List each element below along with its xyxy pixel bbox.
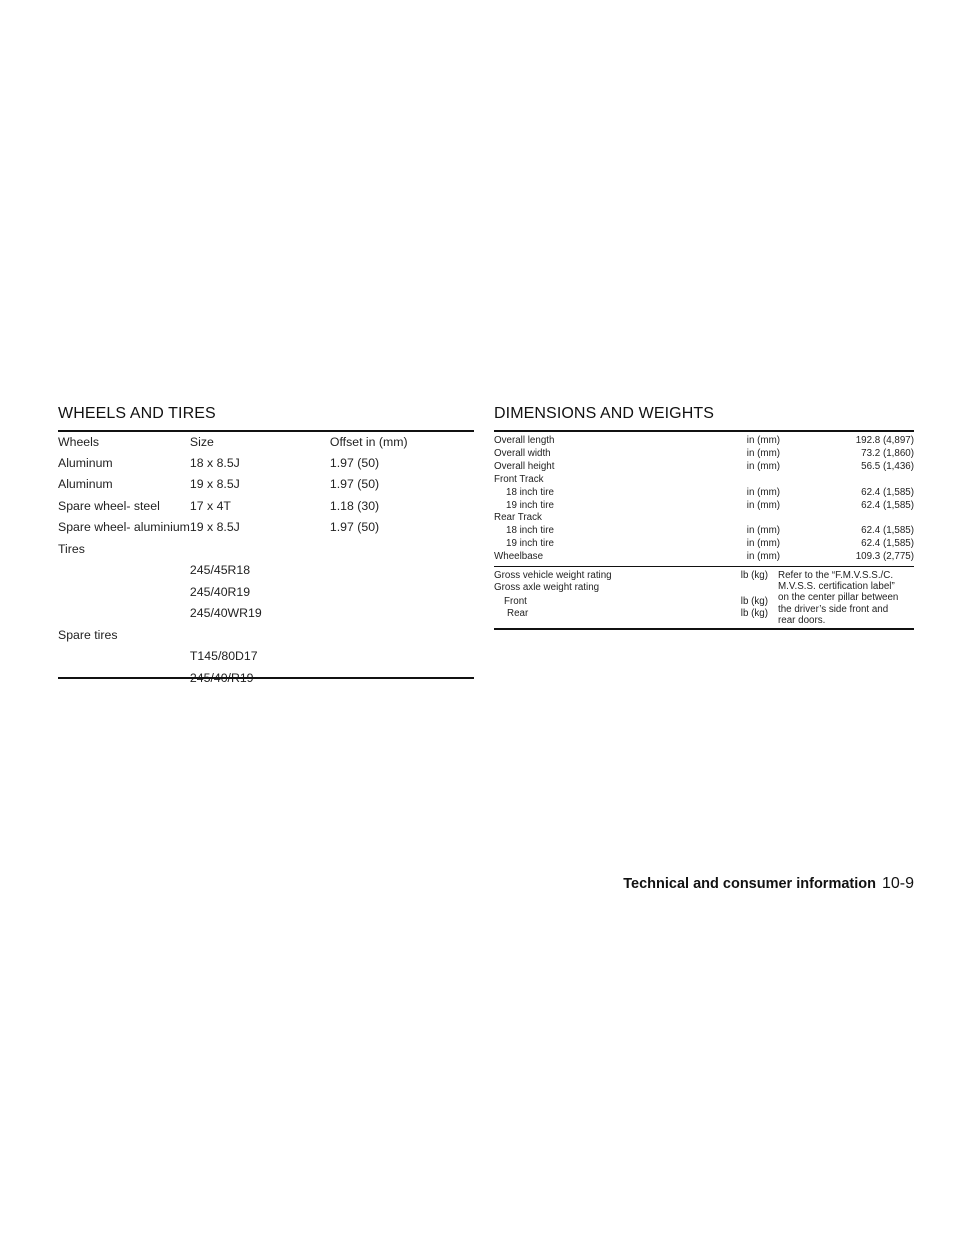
weight-row (494, 596, 768, 608)
dimension-unit: in (mm) (746, 551, 780, 563)
tire-size: 245/40WR19 (189, 606, 262, 621)
header-offset: Offset in (mm) (329, 434, 408, 449)
dimension-unit: in (mm) (746, 460, 780, 472)
dimension-value: 62.4 (1,585) (861, 499, 914, 511)
tire-size: 245/40R19 (189, 584, 251, 599)
dimension-unit: in (mm) (746, 538, 780, 550)
table-row (58, 646, 474, 668)
dimension-label: 19 inch tire (506, 499, 554, 511)
wheels-tires-title: WHEELS AND TIRES (58, 405, 216, 422)
table-row (494, 500, 914, 513)
tires-label: Tires (58, 541, 85, 556)
dimension-value: 62.4 (1,585) (861, 486, 914, 498)
dimensions-top-rule (494, 430, 914, 432)
dimension-value: 73.2 (1,860) (861, 447, 914, 459)
table-row (494, 551, 914, 564)
page-number: 10-9 (881, 875, 914, 892)
table-row (58, 474, 474, 496)
wheel-offset: 1.97 (50) (329, 520, 380, 535)
table-row (494, 512, 914, 525)
dimension-unit: in (mm) (746, 486, 780, 498)
dimension-label: 19 inch tire (506, 538, 554, 550)
dimension-group-label: Front Track (494, 473, 544, 485)
dimension-value: 62.4 (1,585) (861, 538, 914, 550)
weight-row (494, 570, 768, 582)
front-label: Front (504, 596, 527, 607)
tire-size: 245/45R18 (189, 563, 251, 578)
dimension-group-label: Rear Track (494, 512, 542, 524)
wheels-tires-table (58, 431, 474, 689)
dimension-unit: in (mm) (746, 525, 780, 537)
front-unit: lb (kg) (740, 596, 768, 607)
dimension-unit: in (mm) (746, 447, 780, 459)
dimension-label: Overall length (494, 435, 555, 446)
wheel-type: Spare wheel- steel (58, 498, 160, 513)
table-row (58, 452, 474, 474)
wheel-type: Aluminum (58, 477, 113, 492)
wheel-size: 18 x 8.5J (189, 455, 240, 470)
gawr-label: Gross axle weight rating (494, 582, 600, 593)
table-row (494, 435, 914, 448)
table-row (58, 624, 474, 646)
wheel-size: 19 x 8.5J (189, 477, 240, 492)
wheel-size: 17 x 4T (189, 498, 231, 513)
table-row (494, 461, 914, 474)
page-footer (623, 875, 914, 893)
dimension-label: 18 inch tire (506, 486, 554, 498)
weight-row (494, 582, 768, 594)
rear-unit: lb (kg) (740, 608, 768, 619)
wheels-bottom-rule (58, 677, 474, 679)
dimension-label: Wheelbase (494, 551, 544, 563)
dimension-value: 62.4 (1,585) (861, 525, 914, 537)
table-row (494, 448, 914, 461)
dimensions-mid-rule (494, 566, 914, 567)
dimension-label: Overall width (494, 447, 551, 459)
table-row (58, 581, 474, 603)
rear-label: Rear (507, 608, 529, 619)
dimensions-weights-title: DIMENSIONS AND WEIGHTS (494, 405, 714, 422)
wheel-type: Spare wheel- aluminium (58, 520, 190, 535)
table-row (494, 474, 914, 487)
dimensions-bottom-rule (494, 628, 914, 630)
gvwr-label: Gross vehicle weight rating (494, 570, 612, 581)
dimension-value: 56.5 (1,436) (861, 460, 914, 472)
weight-rating-note: Refer to the “F.M.V.S.S./C. M.V.S.S. certification label” on the center pillar between the driver’s side front and rear doors. (778, 570, 899, 626)
table-header-row (58, 431, 474, 452)
wheel-size: 19 x 8.5J (189, 520, 240, 535)
dimension-unit: in (mm) (746, 499, 780, 511)
dimensions-table (494, 435, 914, 564)
dimension-label: 18 inch tire (506, 525, 554, 537)
table-row (58, 538, 474, 560)
wheel-offset: 1.18 (30) (329, 498, 380, 513)
gvwr-unit: lb (kg) (740, 570, 768, 581)
table-row (494, 487, 914, 500)
table-row (58, 517, 474, 539)
table-row (58, 603, 474, 625)
footer-section-title: Technical and consumer information (623, 876, 876, 892)
dimension-unit: in (mm) (746, 435, 780, 446)
dimension-value: 109.3 (2,775) (855, 551, 914, 563)
wheel-offset: 1.97 (50) (329, 455, 380, 470)
header-size: Size (189, 434, 214, 449)
table-row (494, 525, 914, 538)
table-row (494, 538, 914, 551)
table-row (58, 495, 474, 517)
dimension-value: 192.8 (4,897) (855, 435, 914, 446)
table-row (58, 560, 474, 582)
header-wheels: Wheels (58, 434, 100, 449)
dimension-label: Overall height (494, 460, 555, 472)
wheel-offset: 1.97 (50) (329, 477, 380, 492)
spare-tire-size: 245/40/R19 (189, 670, 254, 685)
spare-tire-size: T145/80D17 (189, 649, 258, 664)
wheel-type: Aluminum (58, 455, 113, 470)
weight-row (494, 608, 768, 620)
spare-tires-label: Spare tires (58, 627, 118, 642)
